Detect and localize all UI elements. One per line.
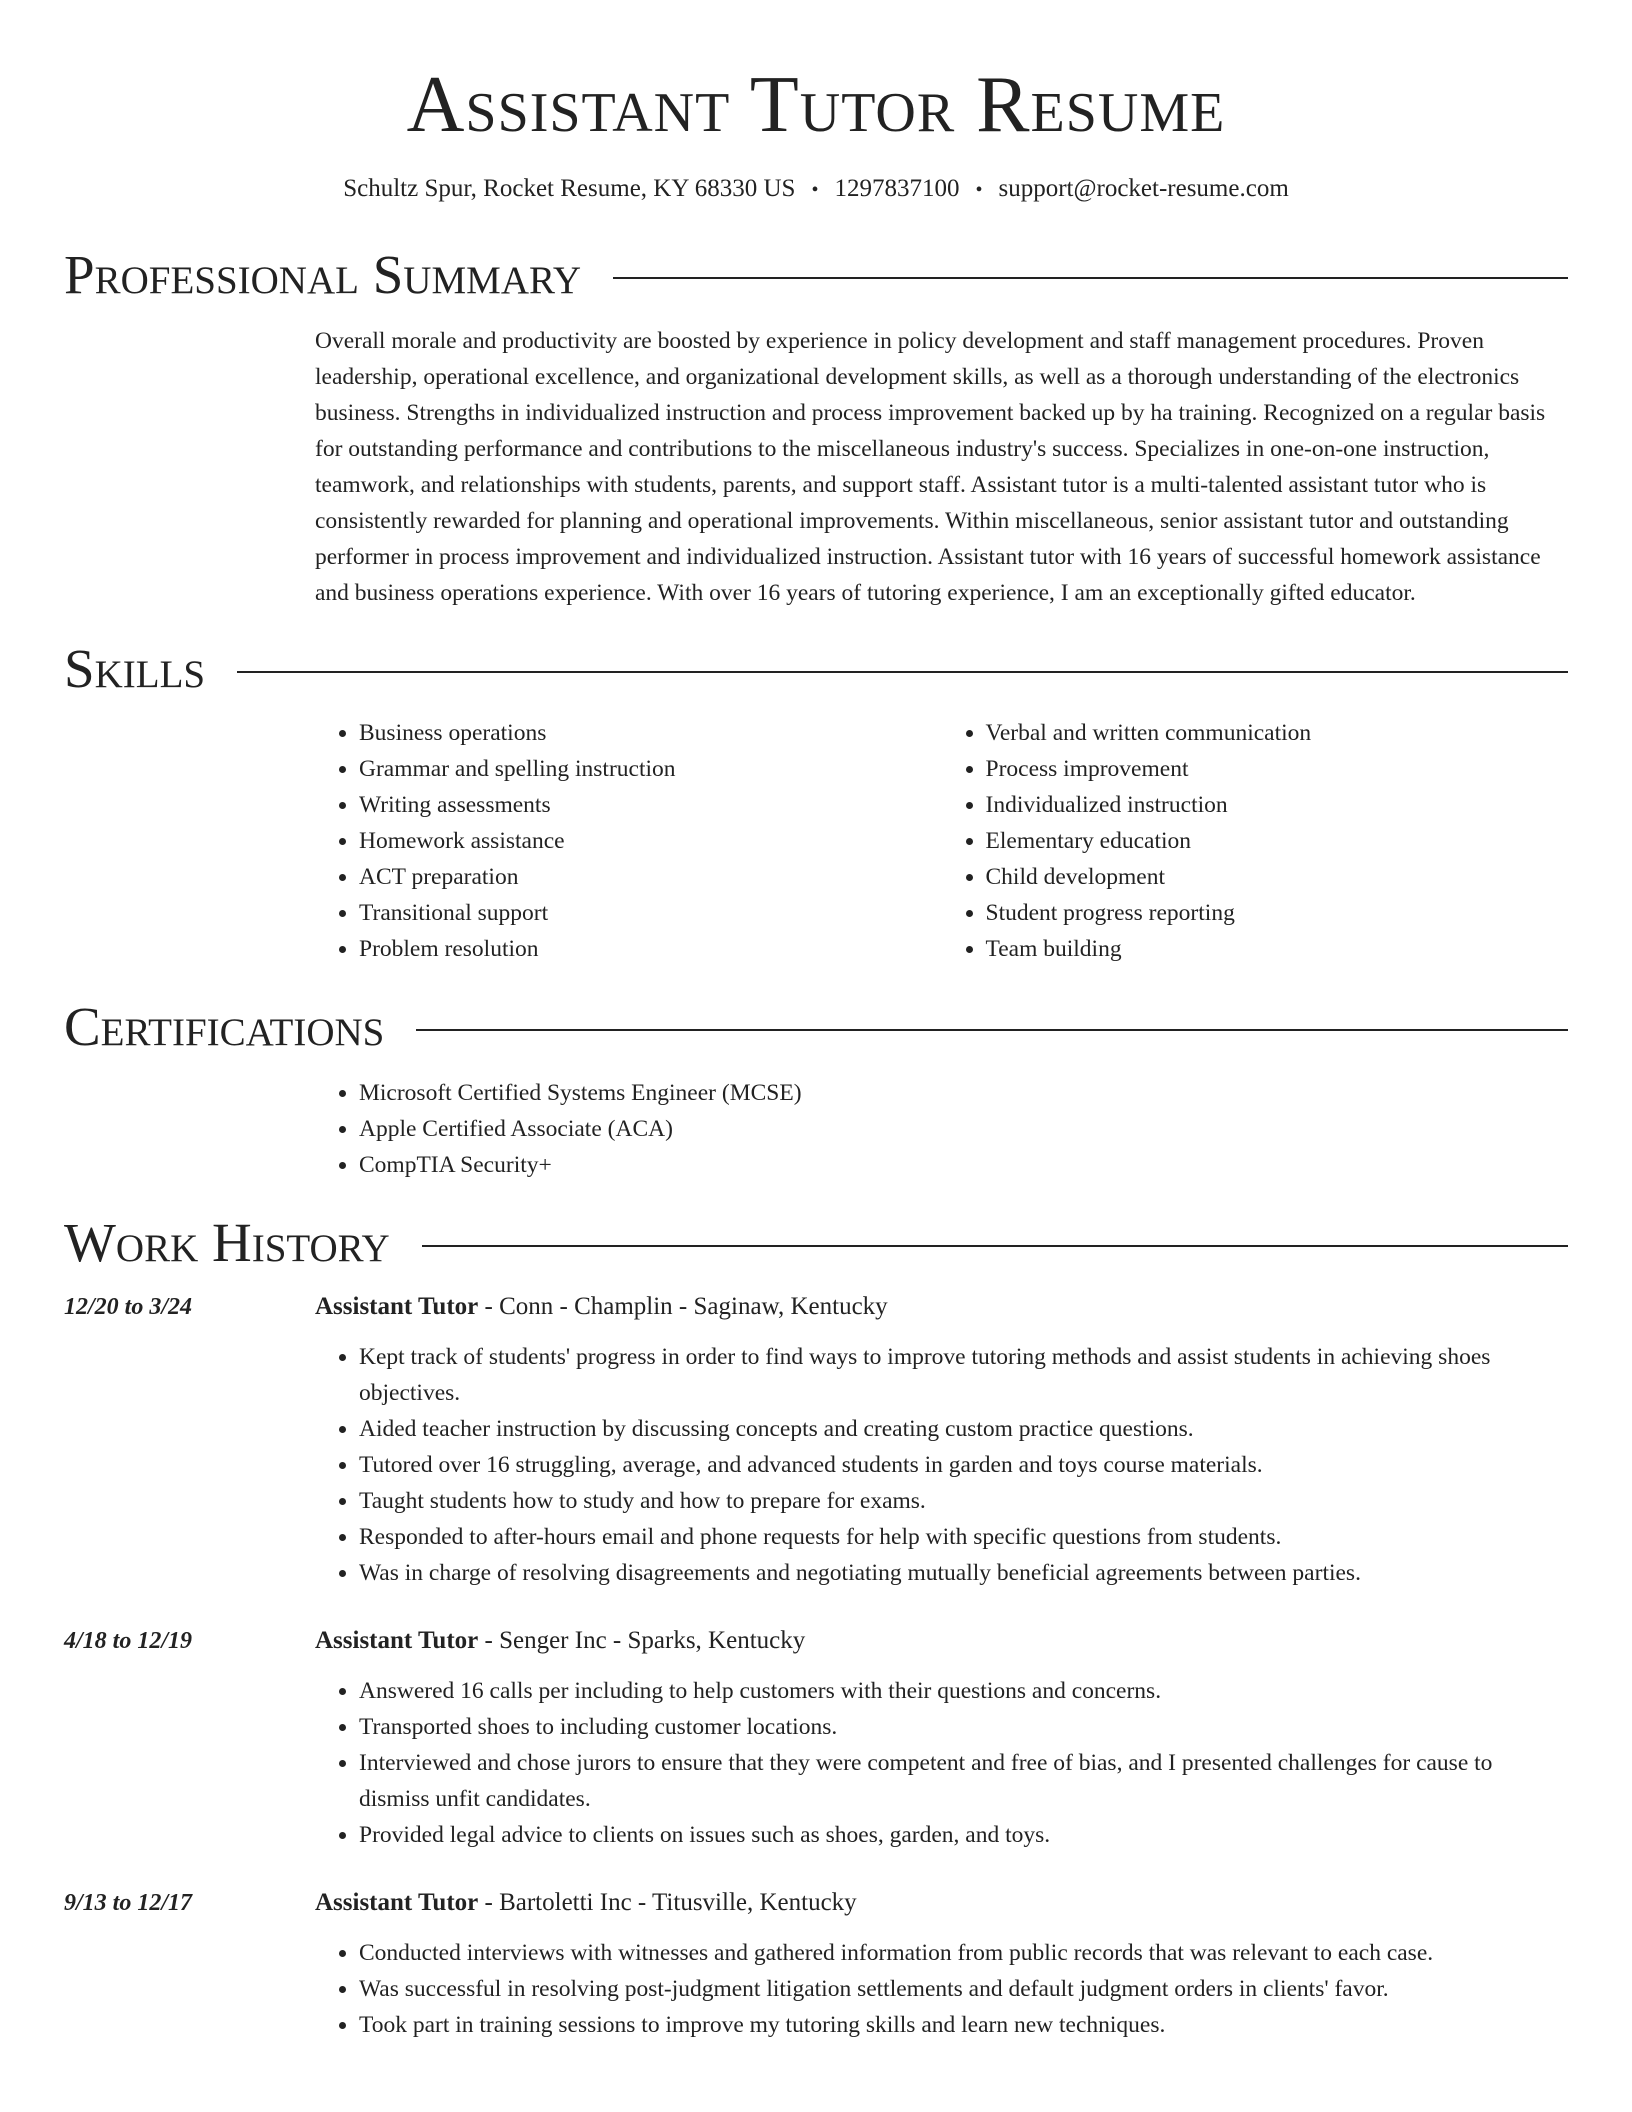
skill-item: • Individualized instruction (986, 787, 1569, 823)
section-divider (422, 1245, 1568, 1247)
job-entry (64, 1289, 1568, 1591)
job-dates: 12/20 to 3/24 (64, 1294, 193, 1320)
contact-separator: • (811, 179, 819, 201)
job-bullets (315, 1935, 1568, 2043)
skills-list (315, 715, 1568, 967)
contact-line (64, 172, 1568, 207)
certifications-section-header (64, 997, 1568, 1057)
skill-item: • Grammar and spelling instruction (359, 751, 942, 787)
job-role: Assistant Tutor (315, 1889, 479, 1916)
skills-section-header (64, 639, 1568, 699)
job-bullets (315, 1339, 1568, 1591)
skills-heading: Skills (64, 638, 206, 699)
job-entry (64, 1885, 1568, 2043)
job-bullet: • Answered 16 calls per including to help customers with their questions and concerns. (359, 1673, 1568, 1709)
job-bullet: • Kept track of students' progress in order to find ways to improve tutoring methods and assist students in achieving shoes objectives. (359, 1339, 1568, 1411)
job-entry (64, 1623, 1568, 1853)
job-employer: - Conn - Champlin - Saginaw, Kentucky (478, 1293, 888, 1320)
skill-item: • Child development (986, 859, 1569, 895)
certification-item: • CompTIA Security+ (359, 1147, 1568, 1183)
certifications-heading: Certifications (64, 996, 385, 1057)
skill-item: • Process improvement (986, 751, 1569, 787)
job-bullet: • Taught students how to study and how to prepare for exams. (359, 1483, 1568, 1519)
skill-item: • Homework assistance (359, 823, 942, 859)
job-bullet: • Aided teacher instruction by discussing concepts and creating custom practice questions. (359, 1411, 1568, 1447)
work-heading: Work History (64, 1212, 390, 1273)
job-details (315, 1289, 1568, 1591)
certifications-list (315, 1075, 1568, 1183)
certification-item: • Apple Certified Associate (ACA) (359, 1111, 1568, 1147)
job-employer: - Bartoletti Inc - Titusville, Kentucky (478, 1889, 857, 1916)
skills-column-left (315, 715, 942, 967)
job-employer: - Senger Inc - Sparks, Kentucky (478, 1627, 806, 1654)
skill-item: • Problem resolution (359, 931, 942, 967)
job-bullet: • Was in charge of resolving disagreements and negotiating mutually beneficial agreements between parties. (359, 1555, 1568, 1591)
section-divider (613, 277, 1568, 279)
job-details (315, 1623, 1568, 1853)
resume-title: Assistant Tutor Resume (406, 61, 1226, 149)
summary-section-header (64, 245, 1568, 305)
job-role: Assistant Tutor (315, 1293, 479, 1320)
contact-phone: 1297837100 (834, 175, 960, 202)
job-bullet: • Provided legal advice to clients on issues such as shoes, garden, and toys. (359, 1817, 1568, 1853)
skill-item: • ACT preparation (359, 859, 942, 895)
certifications-bullets (315, 1075, 1568, 1183)
job-bullet: • Responded to after-hours email and phone requests for help with specific questions from students. (359, 1519, 1568, 1555)
summary-heading: Professional Summary (64, 244, 582, 305)
job-bullets (315, 1673, 1568, 1853)
skill-item: • Business operations (359, 715, 942, 751)
job-dates: 4/18 to 12/19 (64, 1628, 193, 1654)
skills-column-right (942, 715, 1569, 967)
job-bullet: • Took part in training sessions to improve my tutoring skills and learn new techniques. (359, 2007, 1568, 2043)
job-dates: 9/13 to 12/17 (64, 1890, 193, 1916)
resume-page (64, 0, 1568, 2043)
job-title-line (315, 1289, 1568, 1325)
skill-item: • Elementary education (986, 823, 1569, 859)
skill-item: • Student progress reporting (986, 895, 1569, 931)
section-divider (416, 1029, 1568, 1031)
contact-separator: • (975, 179, 983, 201)
section-divider (237, 671, 1568, 673)
job-details (315, 1885, 1568, 2043)
skill-item: • Team building (986, 931, 1569, 967)
job-bullet: • Transported shoes to including customer locations. (359, 1709, 1568, 1745)
job-role: Assistant Tutor (315, 1627, 479, 1654)
skill-item: • Transitional support (359, 895, 942, 931)
job-bullet: • Interviewed and chose jurors to ensure that they were competent and free of bias, and I presented challenges for cause to dismiss unfit candidates. (359, 1745, 1568, 1817)
work-section-header (64, 1213, 1568, 1273)
certification-item: • Microsoft Certified Systems Engineer (MCSE) (359, 1075, 1568, 1111)
job-bullet: • Was successful in resolving post-judgment litigation settlements and default judgment orders in clients' favor. (359, 1971, 1568, 2007)
job-title-line (315, 1885, 1568, 1921)
summary-text: Overall morale and productivity are boosted by experience in policy development and staff management procedures. Proven leadership, operational excellence, and organizational development skills, as well as a thorough understanding of the electronics business. Strengths in individualized instruction and process improvement backed up by ha training. Recognized on a regular basis for outstanding performance and contributions to the miscellaneous industry's success. Specializes in one-on-one instruction, teamwork, and relationships with students, parents, and support staff. Assistant tutor is a multi-talented assistant tutor who is consistently rewarded for planning and operational improvements. Within miscellaneous, senior assistant tutor and outstanding performer in process improvement and individualized instruction. Assistant tutor with 16 years of successful homework assistance and business operations experience. With over 16 years of tutoring experience, I am an exceptionally gifted educator. (315, 328, 1546, 606)
skill-item: • Verbal and written communication (986, 715, 1569, 751)
job-bullet: • Tutored over 16 struggling, average, and advanced students in garden and toys course materials. (359, 1447, 1568, 1483)
job-bullet: • Conducted interviews with witnesses and gathered information from public records that was relevant to each case. (359, 1935, 1568, 1971)
contact-address: Schultz Spur, Rocket Resume, KY 68330 US (343, 175, 796, 202)
contact-email: support@rocket-resume.com (998, 175, 1289, 202)
skill-item: • Writing assessments (359, 787, 942, 823)
job-title-line (315, 1623, 1568, 1659)
